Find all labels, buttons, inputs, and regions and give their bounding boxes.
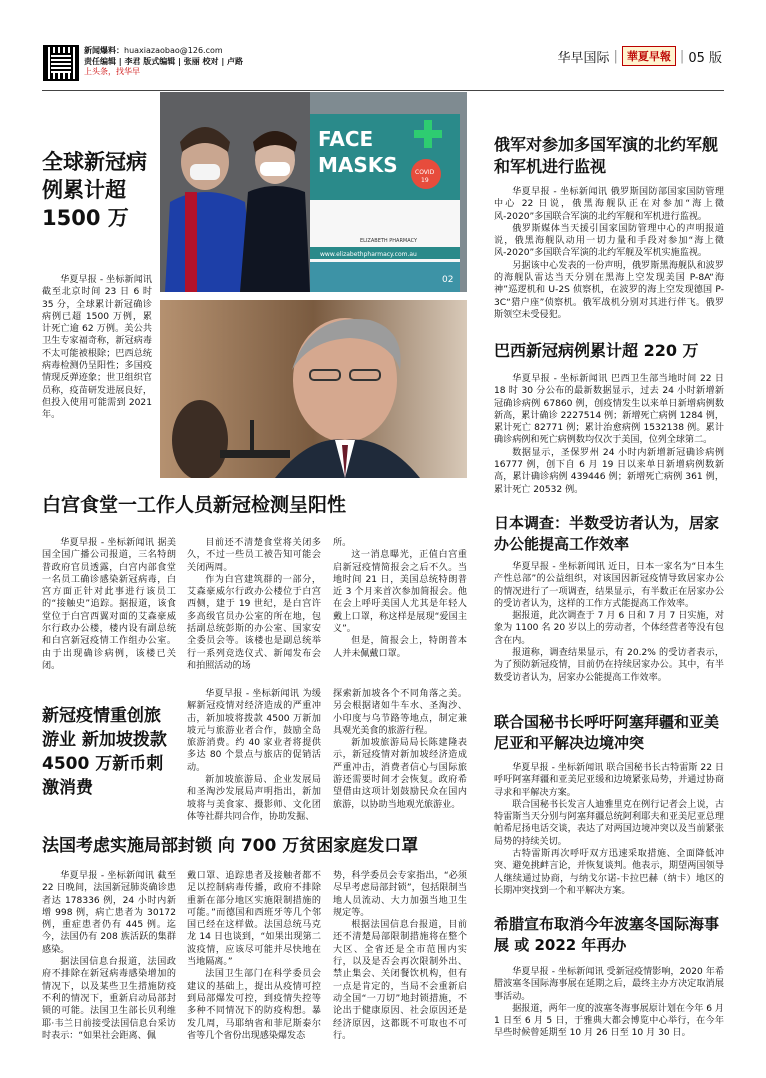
section-name: 华早国际 xyxy=(557,50,610,66)
paragraph: 华夏早报 - 坐标新闻讯 俄罗斯国防部国家国防管理中心 22 日说，俄黑海舰队正在对参加“海上微风-2020”多国联合军演的北约军舰和军机进行监视。 xyxy=(494,187,724,222)
header-rule xyxy=(42,90,724,91)
paragraph: 根据法国信息台报道，目前还不清楚局部限制措施将在整个大区、全省还是全市范围内实行，以及是否会再次限制外出、禁止集会、关闭餐饮机构，但有一点是肯定的，当局不会重新启动全国“一刀切”地封锁措施，不论出于健康原因、社会原因还是经济原因，这都既不可取也不可行。 xyxy=(333,920,467,1041)
paper-logo: 華夏早報 xyxy=(622,46,676,66)
paragraph: 据法国信息台报道，法国政府不排除在新冠病毒感染增加的情况下，以及某些卫生措施防疫不利的情况下，重新启动局部封锁的可能。法国卫生部长贝利维耶·韦兰日前接受法国信息台采访时表示：“如果社会距离、佩 xyxy=(42,957,176,1041)
headline-un: 联合国秘书长呼吁阿塞拜疆和亚美尼亚和平解决边境冲突 xyxy=(494,713,720,752)
paragraph: 古特雷斯再次呼吁双方迅速采取措施、全面降低冲突、避免挑衅言论，并恢复谈判。他表示，期望两国领导人继续通过协商，与纳戈尔诺-卡拉巴赫（纳卡）地区的长期冲突找到一个和平解决方案。 xyxy=(494,849,724,896)
body-france-col3 xyxy=(333,870,467,1042)
body-white-house-col2 xyxy=(187,537,321,672)
paragraph: 华夏早报 - 坐标新闻讯 近日，日本一家名为“日本生产性总部”的公益组织，对该国因新冠疫情导致居家办公的情况进行了一项调查，结果显示，有半数正在居家办公的受访者认为，这样的工作方式能提高工作效率。 xyxy=(494,562,724,609)
body-singapore-col2 xyxy=(333,688,467,811)
paragraph: 华夏早报 - 坐标新闻讯 巴西卫生部当地时间 22 日 18 时 30 分公布的最新数据显示，过去 24 小时新增新冠确诊病例 67860 例，创疫情发生以来单日新增病例数新高，累计确诊 2227514 例；新增死亡病例 1284 例，累计死亡 82771 例；累计治愈病例 1532138 例。累计确诊病例和死亡病例数均仅次于美国，位列全球第二。 xyxy=(494,374,724,446)
editors-line: 责任编辑 | 李君 版式编辑 | 张丽 校对 | 卢路 xyxy=(84,56,244,66)
headline-covid-global: 全球新冠病例累计超 1500 万 xyxy=(42,150,147,230)
page-number: 05 版 xyxy=(688,50,722,66)
slogan: 上头条，找华早 xyxy=(84,67,140,76)
sign-footer-2: www.elizabethpharmacy.com.au xyxy=(320,251,417,258)
paragraph: 报道称，调查结果显示，有 20.2% 的受访者表示，为了预防新冠疫情，目前仍在持续居家办公。其中，有半数受访者认为，居家办公能提高工作效率。 xyxy=(494,648,724,683)
paragraph: 所。 xyxy=(333,538,352,548)
sign-badge-1: COVID xyxy=(415,169,435,176)
paragraph: 华夏早报 - 坐标新闻讯 据美国全国广播公司报道，三名特朗普政府官员透露，白宫内部食堂一名员工确诊感染新冠病毒，白宫方面正针对此事进行该员工的“接触史”追踪。据报道，该食堂位于白宫西翼对面的艾森豪威尔行政办公楼，楼内设有副总统和白宫新冠疫情工作组办公室。由于出现确诊病例，该楼已关闭。 xyxy=(42,538,176,671)
paragraph: 华夏早报 - 坐标新闻讯 受新冠疫情影响，2020 年希腊波塞冬国际海事展在延期之后，最终主办方决定取消展事活动。 xyxy=(494,967,724,1002)
photo-face-masks xyxy=(160,92,467,292)
paragraph: 作为白宫建筑群的一部分，艾森豪威尔行政办公楼位于白宫西侧，建于 19 世纪，是白宫许多高级官员办公室的所在地，包括副总统彭斯的办公室、国家安全委员会等。该楼也是副总统举行一系列竞选仪式、新闻发布会和拍照活动的场 xyxy=(187,574,321,671)
paragraph: 联合国秘书长发言人迪雅里克在例行记者会上说，古特雷斯当天分别与阿塞拜疆总统阿利耶夫和亚美尼亚总理帕希尼扬电话交谈，表达了对两国边境冲突以及当前紧张局势的持续关切。 xyxy=(494,799,724,847)
headline-japan: 日本调查：半数受访者认为，居家办公能提高工作效率 xyxy=(494,514,720,553)
paragraph: 据报道，此次调查于 7 月 6 日和 7 月 7 日实施，对象为 1100 名 20 岁以上的劳动者，个体经营者等没有包含在内。 xyxy=(494,611,724,646)
body-brazil xyxy=(494,373,724,496)
body-white-house-col1 xyxy=(42,537,176,672)
sign-badge-2: 19 xyxy=(421,177,429,184)
body-white-house-col3 xyxy=(333,537,467,660)
paragraph: 华夏早报 - 坐标新闻讯 联合国秘书长古特雷斯 22 日呼吁阿塞拜疆和亚美尼亚缓和边境紧张局势，并通过协商寻求和平解决方案。 xyxy=(494,763,724,798)
email-label: 新闻爆料： xyxy=(84,46,124,55)
email-link[interactable]: huaxiazaobao@126.com xyxy=(124,46,223,55)
headline-russia: 俄军对参加多国军演的北约军舰和军机进行监视 xyxy=(494,135,719,176)
qr-code xyxy=(43,45,79,81)
paragraph: 华夏早报 - 坐标新闻讯 截至 22 日晚间，法国新冠肺炎确诊患者达 178336 例，24 小时内新增 998 例，病亡患者为 30172 例，重症患者仍有 445 例。迄今，法国仍有 208 族活跃的集群感染。 xyxy=(42,871,176,955)
body-singapore-col1 xyxy=(187,688,321,823)
body-covid-global xyxy=(42,274,152,422)
sign-footer-1: ELIZABETH PHARMACY xyxy=(360,238,418,244)
body-un xyxy=(494,762,724,897)
body-greece xyxy=(494,966,724,1040)
paragraph: 但是，简报会上，特朗普本人并未佩戴口罩。 xyxy=(333,636,467,659)
paragraph: 法国卫生部门在科学委员会建议的基础上，提出从疫情可控到局部爆发可控，到疫情失控等多种不同情况下的防疫构想。暴发几周，马耶纳省和菲尼斯泰尔省等几个省份出现感染爆发态 xyxy=(187,969,321,1041)
paragraph: 华夏早报 - 坐标新闻讯 为缓解新冠疫情对经济造成的严重冲击，新加坡将拨款 4500 万新加坡元与旅游业者合作，鼓励全岛旅游消费。约 40 家业者将提供多达 80 个景点与旅店的促销活动。 xyxy=(187,689,321,773)
paragraph: 新加坡旅游局局长陈建隆表示，新冠疫情对新加坡经济造成严重冲击，消费者信心与国际旅游还需要时间才会恢复。政府希望借由这项计划鼓励民众在国内旅游，以协助当地观光旅游业。 xyxy=(333,738,467,810)
paragraph: 华夏早报 - 坐标新闻讯 截至北京时间 23 日 6 时 35 分，全球累计新冠确诊病例已超 1500 万例，累计死亡逾 62 万例。美公共卫生专家福奇称，新冠病毒不太可能被根除；巴西总统病毒检测仍呈阳性；多国疫情现反弹迹象；世卫组织官员称，疫苗研发进展良好，但投入使用可能需到 2021 年。 xyxy=(42,275,152,421)
body-france-col2 xyxy=(187,870,321,1042)
body-russia xyxy=(494,186,724,321)
photo-speaker-hearing xyxy=(160,300,467,478)
paragraph: 势，科学委员会专家指出，“必须尽早考虑局部封锁”，包括限制当地人员流动、大力加强当地卫生规定等。 xyxy=(333,871,467,918)
page-header: 华早国际 | 華夏早報 | 05 版 xyxy=(558,46,722,66)
paragraph: 俄罗斯媒体当天援引国家国防管理中心的声明报道说，俄黑海舰队动用一切力量和手段对参加“海上微风-2020”多国联合军演的北约军舰及军机实施监视。 xyxy=(494,223,724,259)
paragraph: 另据该中心发表的一份声明，俄罗斯黑海舰队和波罗的海舰队雷达当天分别在黑海上空发现美国 P-8A“海神”巡逻机和 U-2S 侦察机，在波罗的海上空发现德国 P-3C“猎户座”侦察机。俄军战机分别对其进行伴飞。俄罗斯领空未受侵犯。 xyxy=(494,260,724,320)
headline-singapore: 新冠疫情重创旅游业 新加坡拨款 4500 万新币刺激消费 xyxy=(42,706,167,798)
headline-white-house: 白宫食堂一工作人员新冠检测呈阳性 xyxy=(42,494,347,516)
headline-france: 法国考虑实施局部封锁 向 700 万贫困家庭发口罩 xyxy=(42,836,419,856)
paragraph: 戴口罩、追踪患者及接触者都不足以控制病毒传播，政府不排除重新在部分地区实施限制措施的可能。”而德国和西班牙等几个邻国已经在这样做。法国总统马克龙 14 日也谈到，“如果出现第二波疫情，应该尽可能并尽快地在当地隔离。” xyxy=(187,871,321,968)
body-france-col1 xyxy=(42,870,176,1042)
sign-line-2: MASKS xyxy=(318,153,398,177)
masthead-info xyxy=(84,46,344,78)
body-japan xyxy=(494,561,724,684)
paragraph: 探索新加坡各个不同角落之美。另会根据诸如牛车水、圣淘沙、小印度与乌节路等地点，制定兼具观光美食的旅游行程。 xyxy=(333,689,467,736)
sign-line-1: FACE xyxy=(318,127,374,151)
paragraph: 据报道，两年一度的波塞冬海事展原计划在今年 6 月 1 日至 6 月 5 日，于雅典大都会博览中心举行，在今年早些时候曾延期至 10 月 26 日至 10 月 30 日。 xyxy=(494,1003,724,1039)
paragraph: 目前还不清楚食堂将关闭多久，不过一些员工被告知可能会关闭两周。 xyxy=(187,538,321,573)
headline-greece: 希腊宣布取消今年波塞冬国际海事展 或 2022 年再办 xyxy=(494,915,720,954)
headline-brazil: 巴西新冠病例累计超 220 万 xyxy=(494,341,699,360)
paragraph: 这一消息曝光，正值白宫重启新冠疫情简报会之后不久。当地时间 21 日，美国总统特朗普近 3 个月来首次参加简报会。他在会上呼吁美国人尤其是年轻人戴上口罩，称这样是展现“爱国主义”。 xyxy=(333,550,467,635)
sign-number: 02 xyxy=(442,275,454,285)
paragraph: 数据显示，圣保罗州 24 小时内新增新冠确诊病例 16777 例，创下自 6 月 19 日以来单日新增病例数新高，累计确诊病例 439446 例；新增死亡病例 361 例，累计死亡 20532 例。 xyxy=(494,447,724,495)
paragraph: 新加坡旅游局、企业发展局和圣淘沙发展局声明指出，新加坡将与美食家、摄影师、文化团体等社群共同合作，协助发掘、 xyxy=(187,775,321,822)
